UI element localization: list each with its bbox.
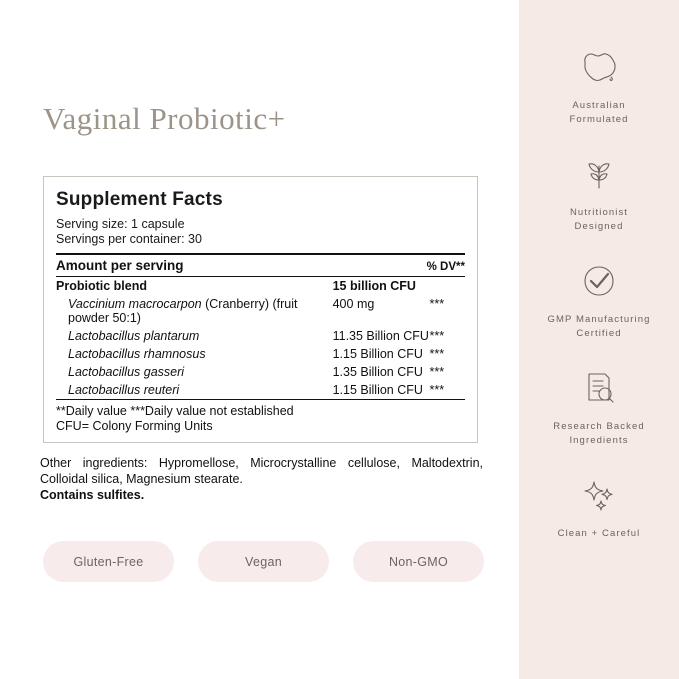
- badge-non-gmo: [353, 541, 484, 582]
- footnote-daily-value: **Daily value ***Daily value not established: [56, 404, 294, 418]
- badge-gluten-free: [43, 541, 174, 582]
- ingredient-amount: 1.35 Billion CFU: [332, 365, 423, 379]
- footnote-cfu: CFU= Colony Forming Units: [56, 419, 213, 433]
- feature-gmp-certified: [519, 258, 679, 341]
- blend-dv: [430, 277, 465, 295]
- feature-label: Nutritionist Designed: [569, 207, 629, 232]
- ingredient-amount: 11.35 Billion CFU: [332, 329, 429, 343]
- servings-per-container: Servings per container: 30: [56, 232, 202, 246]
- badge-label: Non-GMO: [388, 554, 449, 569]
- feature-label: Australian Formulated: [569, 100, 629, 125]
- other-ingredients: [40, 455, 483, 503]
- table-row: [56, 327, 465, 345]
- ingredient-dv: ***: [430, 381, 465, 400]
- ingredient-name: Lactobacillus reuteri: [56, 381, 333, 400]
- leaf-sprig-icon: [578, 151, 620, 197]
- daily-value-header: % DV**: [426, 261, 465, 273]
- sparkle-icon: [578, 472, 620, 518]
- feature-research-backed: [519, 365, 679, 448]
- badge-label: Vegan: [245, 554, 282, 569]
- amount-per-serving-row: [56, 255, 465, 276]
- ingredient-name: Lactobacillus gasseri: [68, 365, 185, 379]
- supplement-facts-heading: Supplement Facts: [56, 189, 223, 210]
- blend-name: Probiotic blend: [56, 279, 147, 293]
- table-row: [56, 381, 465, 400]
- feature-nutritionist-designed: [519, 151, 679, 234]
- supplement-facts-table: [56, 277, 465, 400]
- ingredient-dv: ***: [429, 365, 445, 379]
- supplement-facts-panel: [43, 176, 478, 443]
- table-row: [56, 363, 465, 381]
- badge-label: Gluten-Free: [73, 554, 144, 569]
- ingredient-name: Vaccinium macrocarpon (Cranberry) (fruit powder 50:1): [68, 297, 298, 325]
- ingredient-amount: 1.15 Billion CFU: [332, 347, 423, 361]
- australia-map-icon: [577, 44, 621, 90]
- badge-list: [43, 541, 484, 582]
- checkmark-badge-icon: [579, 258, 619, 304]
- ingredient-name: Lactobacillus rhamnosus: [68, 347, 206, 361]
- feature-australian-formulated: [519, 44, 679, 127]
- blend-amount: 15 billion CFU: [332, 279, 416, 293]
- table-row: [56, 295, 465, 327]
- ingredient-dv: ***: [429, 329, 445, 343]
- feature-label: Research Backed Ingredients: [553, 421, 645, 446]
- serving-size: Serving size: 1 capsule: [56, 217, 185, 231]
- allergen-statement: Contains sulfites.: [40, 488, 145, 502]
- ingredient-amount: 400 mg: [332, 297, 375, 311]
- ingredient-dv: ***: [429, 297, 445, 311]
- ingredient-amount: 1.15 Billion CFU: [333, 381, 430, 400]
- table-row-blend: [56, 277, 465, 295]
- features-sidebar: [519, 0, 679, 679]
- feature-label: Clean + Careful: [557, 528, 641, 539]
- research-document-icon: [579, 365, 619, 411]
- ingredient-dv: ***: [429, 347, 445, 361]
- feature-clean-careful: [519, 472, 679, 541]
- feature-label: GMP Manufacturing Certified: [547, 314, 651, 339]
- amount-per-serving-label: Amount per serving: [56, 258, 184, 273]
- other-ingredients-text: Other ingredients: Hypromellose, Microcrystalline cellulose, Maltodextrin, Colloidal silica, Magnesium stearate.: [40, 456, 483, 486]
- ingredient-name: Lactobacillus plantarum: [68, 329, 200, 343]
- badge-vegan: [198, 541, 329, 582]
- page-title: Vaginal Probiotic+: [43, 101, 286, 136]
- table-row: [56, 345, 465, 363]
